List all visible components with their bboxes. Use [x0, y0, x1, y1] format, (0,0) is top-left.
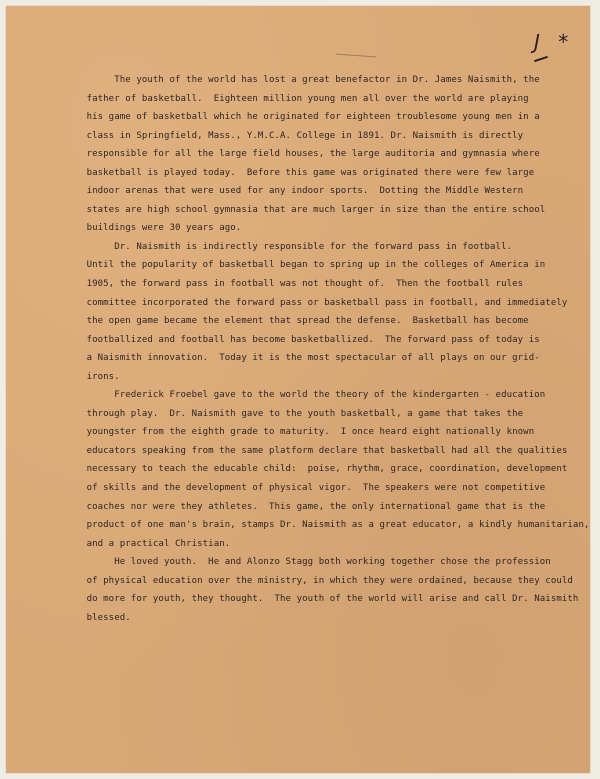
text-line: states are high school gymnasia that are much larger in size than the entire school	[70, 204, 546, 215]
typed-text-body	[70, 71, 590, 627]
text-line: necessary to teach the educable child: poise, rhythm, grace, coordination, development	[70, 464, 568, 475]
text-line: Until the popularity of basketball began to spring up in the colleges of America in	[70, 260, 546, 271]
text-line: committee incorporated the forward pass or basketball pass in football, and immediately	[70, 297, 568, 308]
text-line: of physical education over the ministry, in which they were ordained, because they could	[70, 575, 573, 586]
text-line: coaches nor were they athletes. This game, the only international game that is the	[70, 501, 546, 512]
text-line: The youth of the world has lost a great benefactor in Dr. James Naismith, the	[70, 75, 540, 85]
text-line: 1905, the forward pass in football was not thought of. Then the football rules	[70, 279, 524, 290]
text-line: educators speaking from the same platform declare that basketball had all the qualities	[70, 445, 568, 456]
text-line: and a practical Christian.	[70, 538, 231, 549]
text-line: youngster from the eighth grade to maturity. I once heard eight nationally known	[70, 427, 535, 438]
text-line: Frederick Froebel gave to the world the theory of the kindergarten - education	[70, 390, 546, 401]
text-line: his game of basketball which he originated for eighteen troublesome young men in a	[70, 112, 540, 123]
text-line: do more for youth, they thought. The youth of the world will arise and call Dr. Naismith	[70, 594, 579, 605]
text-line: Dr. Naismith is indirectly responsible for the forward pass in football.	[70, 241, 513, 252]
text-line: buildings were 30 years ago.	[70, 223, 242, 234]
text-line: through play. Dr. Naismith gave to the youth basketball, a game that takes the	[70, 408, 524, 419]
text-line: a Naismith innovation. Today it is the most spectacular of all plays on our grid-	[70, 353, 540, 364]
handwritten-annotation: J *	[534, 30, 575, 54]
text-line: irons.	[70, 371, 120, 382]
text-line: father of basketball. Eighteen million young men all over the world are playing	[70, 93, 529, 104]
text-line: product of one man's brain, stamps Dr. Naismith as a great educator, a kindly humanitarian,	[70, 520, 590, 531]
text-line: footballized and football has become basketballized. The forward pass of today is	[70, 334, 540, 345]
text-line: class in Springfield, Mass., Y.M.C.A. College in 1891. Dr. Naismith is directly	[70, 130, 524, 141]
text-line: responsible for all the large field houses, the large auditoria and gymnasia where	[70, 149, 540, 160]
text-line: of skills and the development of physical vigor. The speakers were not competitive	[70, 483, 546, 494]
text-line: He loved youth. He and Alonzo Stagg both working together chose the profession	[70, 557, 551, 568]
text-line: blessed.	[70, 612, 131, 623]
text-line: basketball is played today. Before this game was originated there were few large	[70, 167, 535, 178]
text-line: indoor arenas that were used for any indoor sports. Dotting the Middle Western	[70, 186, 524, 197]
text-line: the open game became the element that spread the defense. Basketball has become	[70, 316, 529, 327]
